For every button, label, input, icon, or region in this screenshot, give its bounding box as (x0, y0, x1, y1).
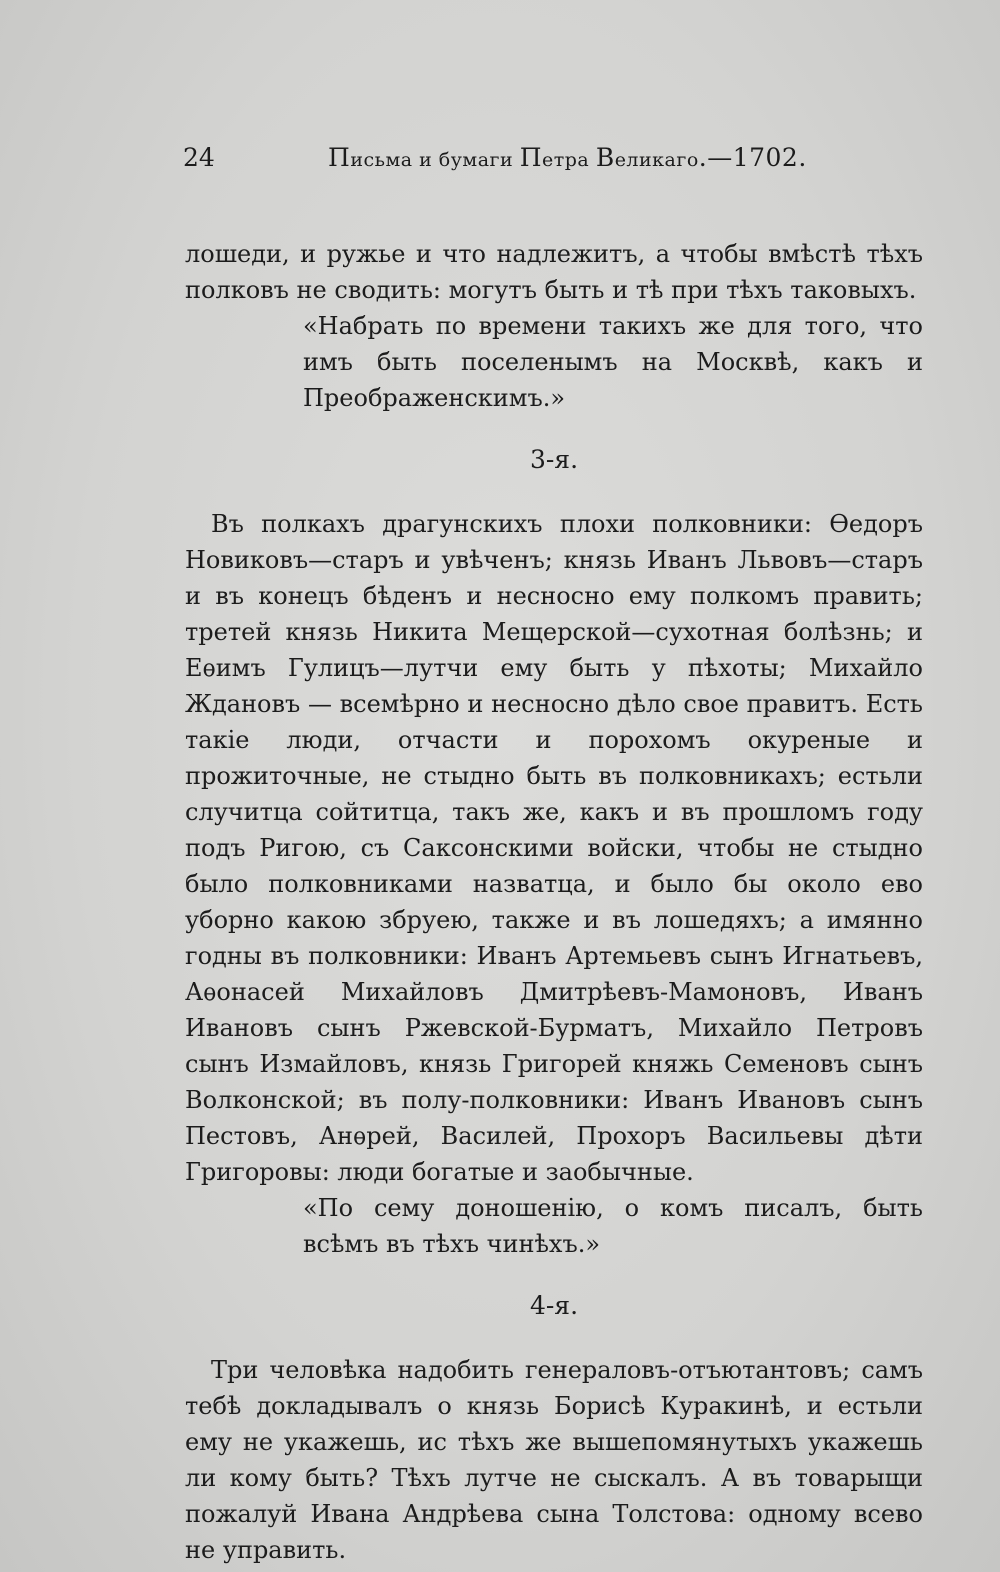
continued-paragraph: лошеди, и ружье и что надлежитъ, а чтобы вмѣстѣ тѣхъ полковъ не сводить: могутъ быть и тѣ при тѣхъ таковыхъ. (185, 240, 923, 304)
title-initial-v: В (595, 143, 615, 172)
resolution-quote-2: «По сему доношенію, о комъ писалъ, быть всѣмъ въ тѣхъ чинѣхъ.» (303, 1194, 923, 1258)
title-initial-p: П (328, 143, 351, 172)
title-letters-3: еликаго (614, 149, 699, 171)
resolution-quote-1: «Набрать по времени такихъ же для того, что имъ быть поселенымъ на Москвѣ, какъ и Преображенскимъ.» (303, 312, 923, 412)
section-heading-4: 4-я. (529, 1291, 579, 1320)
title-letters-2: етра (542, 149, 596, 171)
page-number: 24 (183, 143, 215, 172)
section-heading-3: 3-я. (529, 445, 579, 474)
running-title (328, 138, 807, 178)
title-letters: исьма и бумаги (350, 149, 520, 171)
title-year: .—1702. (698, 143, 807, 172)
paragraph-section-4: Три человѣка надобить генераловъ-отъютантовъ; самъ тебѣ докладывалъ о князь Борисѣ Куракинѣ, и естьли ему не укажешь, ис тѣхъ же вышепомянутыхъ укажешь ли кому быть? Тѣхъ лутче не сыскалъ. А въ товарыщи пожалуй Ивана Андрѣева сына Толстова: одному всево не управить. (185, 1356, 923, 1564)
paragraph-section-3: Въ полкахъ драгунскихъ плохи полковники: Ѳедоръ Новиковъ—старъ и увѣченъ; князь Иванъ Львовъ—старъ и въ конецъ бѣденъ и несносно ему полкомъ править; третей князь Никита Мещерской—сухотная болѣзнь; и Еѳимъ Гулицъ—лутчи ему быть у пѣхоты; Михайло Ждановъ — всемѣрно и несносно дѣло свое правитъ. Есть такіе люди, отчасти и порохомъ окуреные и прожиточные, не стыдно быть въ полковникахъ; естьли случитца сойтитца, такъ же, какъ и въ прошломъ году подъ Ригою, съ Саксонскими войски, чтобы не стыдно было полковниками назватца, и было бы около ево уборно какою збруею, также и въ лошедяхъ; а имянно годны въ полковники: Иванъ Артемьевъ сынъ Игнатьевъ, Аѳонасей Михайловъ Дмитрѣевъ-Мамоновъ, Иванъ Ивановъ сынъ Ржевской-Бурматъ, Михайло Петровъ сынъ Измайловъ, князь Григорей княжь Семеновъ сынъ Волконской; въ полу-полковники: Иванъ Ивановъ сынъ Пестовъ, Анѳрей, Василей, Прохоръ Васильевы дѣти Григоровы: люди богатые и заобычные. (185, 510, 923, 1186)
title-initial-p2: П (519, 143, 543, 172)
page-body (185, 236, 923, 1568)
